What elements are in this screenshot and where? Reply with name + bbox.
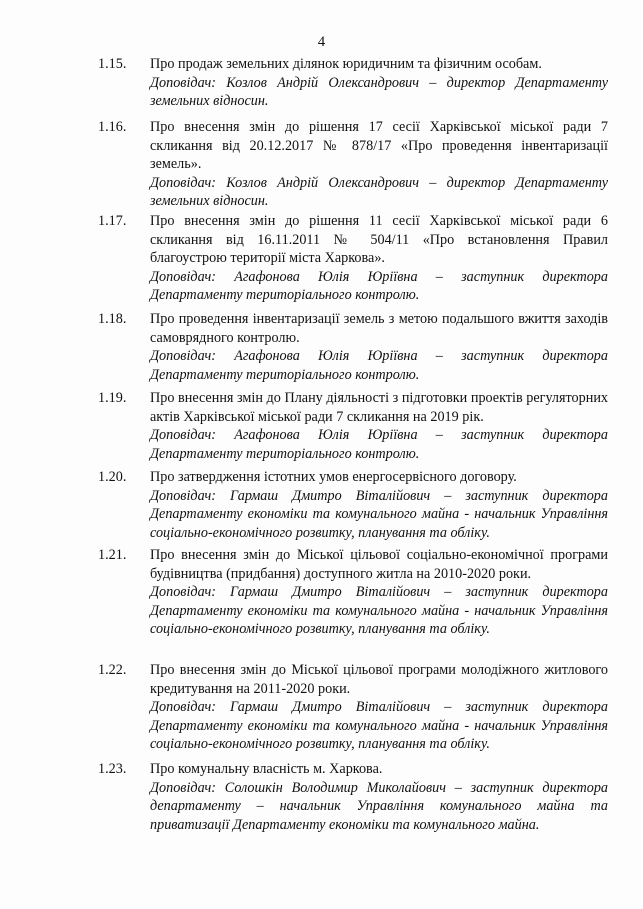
item-speaker [150, 583, 608, 639]
speaker-label: Доповідач: [150, 487, 216, 504]
item-title: Про внесення змін до Міської цільової програми молодіжного житлового кредитування на 2011-2020 роки. [150, 662, 608, 697]
item-number: 1.18. [98, 311, 127, 327]
item-speaker [150, 698, 608, 754]
item-number: 1.15. [98, 56, 127, 72]
speaker-label: Доповідач: [150, 779, 216, 796]
agenda-item [98, 310, 613, 384]
speaker-text: Козлов Андрій Олександрович – директор Департаменту земельних відносин. [150, 174, 608, 210]
agenda-item [98, 760, 613, 834]
speaker-text: Агафонова Юлія Юріївна – заступник директора Департаменту територіального контролю. [150, 427, 608, 462]
item-title: Про внесення змін до рішення 17 сесії Харківської міської ради 7 скликання від 20.12.2017 № 878/17 «Про проведення інвентаризації земель». [150, 119, 608, 173]
agenda-item [98, 55, 613, 111]
item-title: Про продаж земельних ділянок юридичним та фізичним особам. [150, 56, 542, 72]
item-speaker [150, 347, 608, 384]
page-number: 4 [317, 34, 326, 50]
item-title: Про внесення змін до рішення 11 сесії Харківської міської ради 6 скликання від 16.11.2011 № 504/11 «Про встановлення Правил благоустрою території міста Харкова». [150, 213, 608, 267]
speaker-label: Доповідач: [150, 174, 216, 191]
item-number: 1.21. [98, 547, 127, 563]
item-speaker [150, 268, 608, 305]
item-speaker [150, 74, 608, 111]
speaker-text: Гармаш Дмитро Віталійович – заступник директора Департаменту економіки та комунального майна - начальник Управління соціально-економічного розвитку, планування та обліку. [150, 699, 608, 753]
speaker-text: Гармаш Дмитро Віталійович – заступник директора Департаменту економіки та комунального майна - начальник Управління соціально-економічного розвитку, планування та обліку. [150, 584, 608, 638]
item-title: Про внесення змін до Плану діяльності з підготовки проектів регуляторних актів Харківської міської ради 7 скликання на 2019 рік. [150, 390, 608, 425]
speaker-text: Агафонова Юлія Юріївна – заступник директора Департаменту територіального контролю. [150, 268, 608, 304]
speaker-label: Доповідач: [150, 348, 216, 365]
agenda-item [98, 546, 613, 639]
speaker-text: Агафонова Юлія Юріївна – заступник директора Департаменту територіального контролю. [150, 348, 608, 383]
agenda-item [98, 468, 613, 542]
item-number: 1.16. [98, 119, 127, 135]
speaker-label: Доповідач: [150, 584, 216, 601]
item-title: Про внесення змін до Міської цільової соціально-економічної програми будівництва (придбання) доступного житла на 2010-2020 роки. [150, 547, 608, 582]
speaker-label: Доповідач: [150, 74, 216, 91]
item-number: 1.17. [98, 213, 127, 229]
speaker-label: Доповідач: [150, 427, 216, 444]
item-number: 1.20. [98, 469, 127, 485]
agenda-item [98, 212, 613, 305]
agenda-item [98, 389, 613, 463]
item-speaker [150, 487, 608, 543]
item-title: Про комунальну власність м. Харкова. [150, 761, 383, 777]
item-title: Про затвердження істотних умов енергосервісного договору. [150, 469, 517, 485]
item-number: 1.23. [98, 761, 127, 777]
speaker-label: Доповідач: [150, 699, 216, 716]
speaker-text: Гармаш Дмитро Віталійович – заступник директора Департаменту економіки та комунального майна - начальник Управління соціально-економічного розвитку, планування та обліку. [150, 487, 608, 541]
agenda-item [98, 118, 613, 211]
speaker-label: Доповідач: [150, 268, 216, 285]
item-speaker [150, 779, 608, 835]
item-speaker [150, 174, 608, 211]
speaker-text: Солошкін Володимир Миколайович – заступник директора департаменту – начальник Управління комунального майна та приватизації Департаменту економіки та комунального майна. [150, 779, 609, 833]
agenda-item [98, 661, 613, 754]
speaker-text: Козлов Андрій Олександрович – директор Департаменту земельних відносин. [150, 74, 608, 110]
item-number: 1.19. [98, 390, 127, 406]
item-title: Про проведення інвентаризації земель з метою подальшого вжиття заходів самоврядного контролю. [150, 311, 608, 346]
item-speaker [150, 426, 608, 463]
item-number: 1.22. [98, 662, 127, 678]
